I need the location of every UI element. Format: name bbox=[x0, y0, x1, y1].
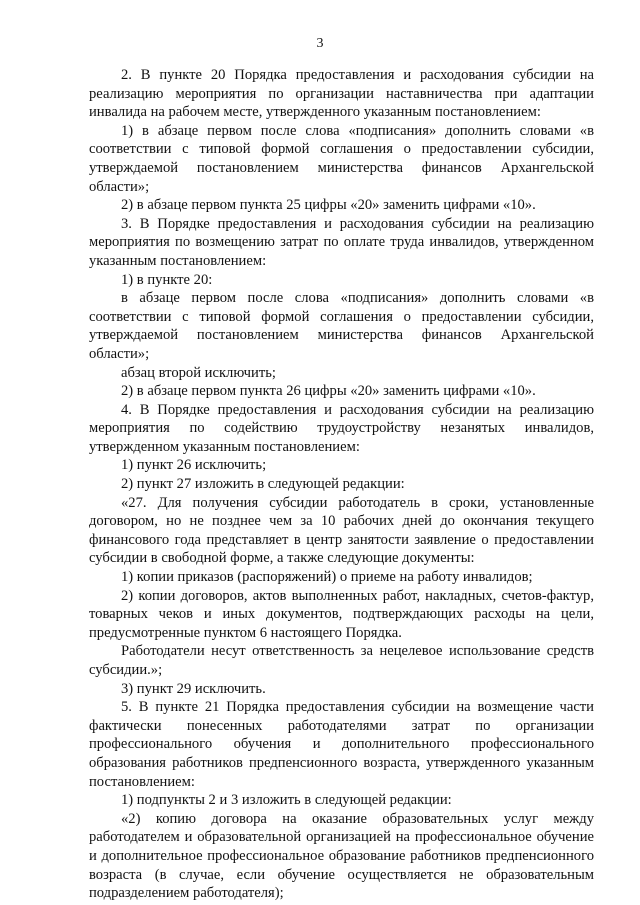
paragraph: в абзаце первом после слова «подписания» дополнить словами «в соответствии с типовой формой соглашения о предоставлении субсидии, утверждаемой постановлением министерства финансов Архангельской области»; bbox=[89, 290, 594, 362]
paragraph: 5. В пункте 21 Порядка предоставления субсидии на возмещение части фактически понесенных работодателями затрат по организации профессионального обучения и дополнительного профессионального образования работников предпенсионного возраста, утвержденного указанным постановлением: bbox=[89, 699, 594, 790]
paragraph: 2) в абзаце первом пункта 26 цифры «20» заменить цифрами «10». bbox=[121, 383, 536, 400]
paragraph: 3) пункт 29 исключить. bbox=[121, 680, 266, 697]
paragraph: 1) пункт 26 исключить; bbox=[121, 457, 267, 474]
paragraph: «2) копию договора на оказание образовательных услуг между работодателем и образовательной организацией на профессиональное обучение и дополнительное профессиональное образование работников предпенсионного возраста (в случае, если обучение осуществляется не образовательным подразделением работодателя); bbox=[89, 810, 594, 902]
paragraph: 1) копии приказов (распоряжений) о приеме на работу инвалидов; bbox=[121, 569, 533, 586]
paragraph: 1) в пункте 20: bbox=[121, 271, 213, 288]
paragraph: 4. В Порядке предоставления и расходования субсидии на реализацию мероприятия по содействию трудоустройству незанятых инвалидов, утвержденном указанным постановлением: bbox=[89, 401, 594, 455]
paragraph: 2. В пункте 20 Порядка предоставления и расходования субсидии на реализацию мероприятия по организации наставничества при адаптации инвалида на рабочем месте, утвержденного указанным постановлением: bbox=[89, 67, 594, 121]
paragraph: 2) копии договоров, актов выполненных работ, накладных, счетов-фактур, товарных чеков и иных документов, подтверждающих расходы на цели, предусмотренные пунктом 6 настоящего Порядка. bbox=[89, 587, 594, 641]
paragraph: «27. Для получения субсидии работодатель в сроки, установленные договором, но не позднее чем за 10 рабочих дней до окончания текущего финансового года представляет в центр занятости заявление о предоставлении субсидии в свободной форме, а также следующие документы: bbox=[89, 494, 594, 567]
document-body bbox=[89, 66, 594, 903]
paragraph: 2) в абзаце первом пункта 25 цифры «20» заменить цифрами «10». bbox=[121, 197, 536, 214]
paragraph: 1) в абзаце первом после слова «подписания» дополнить словами «в соответствии с типовой формой соглашения о предоставлении субсидии, утверждаемой постановлением министерства финансов Архангельской области»; bbox=[89, 122, 594, 195]
page-number: 3 bbox=[316, 36, 324, 51]
paragraph: Работодатели несут ответственность за нецелевое использование средств субсидии.»; bbox=[89, 643, 594, 678]
paragraph: 3. В Порядке предоставления и расходования субсидии на реализацию мероприятия по возмещению затрат по оплате труда инвалидов, утвержденном указанным постановлением: bbox=[89, 215, 594, 269]
paragraph: абзац второй исключить; bbox=[121, 364, 276, 381]
paragraph: 2) пункт 27 изложить в следующей редакции: bbox=[121, 476, 405, 493]
paragraph: 1) подпункты 2 и 3 изложить в следующей редакции: bbox=[121, 792, 452, 809]
